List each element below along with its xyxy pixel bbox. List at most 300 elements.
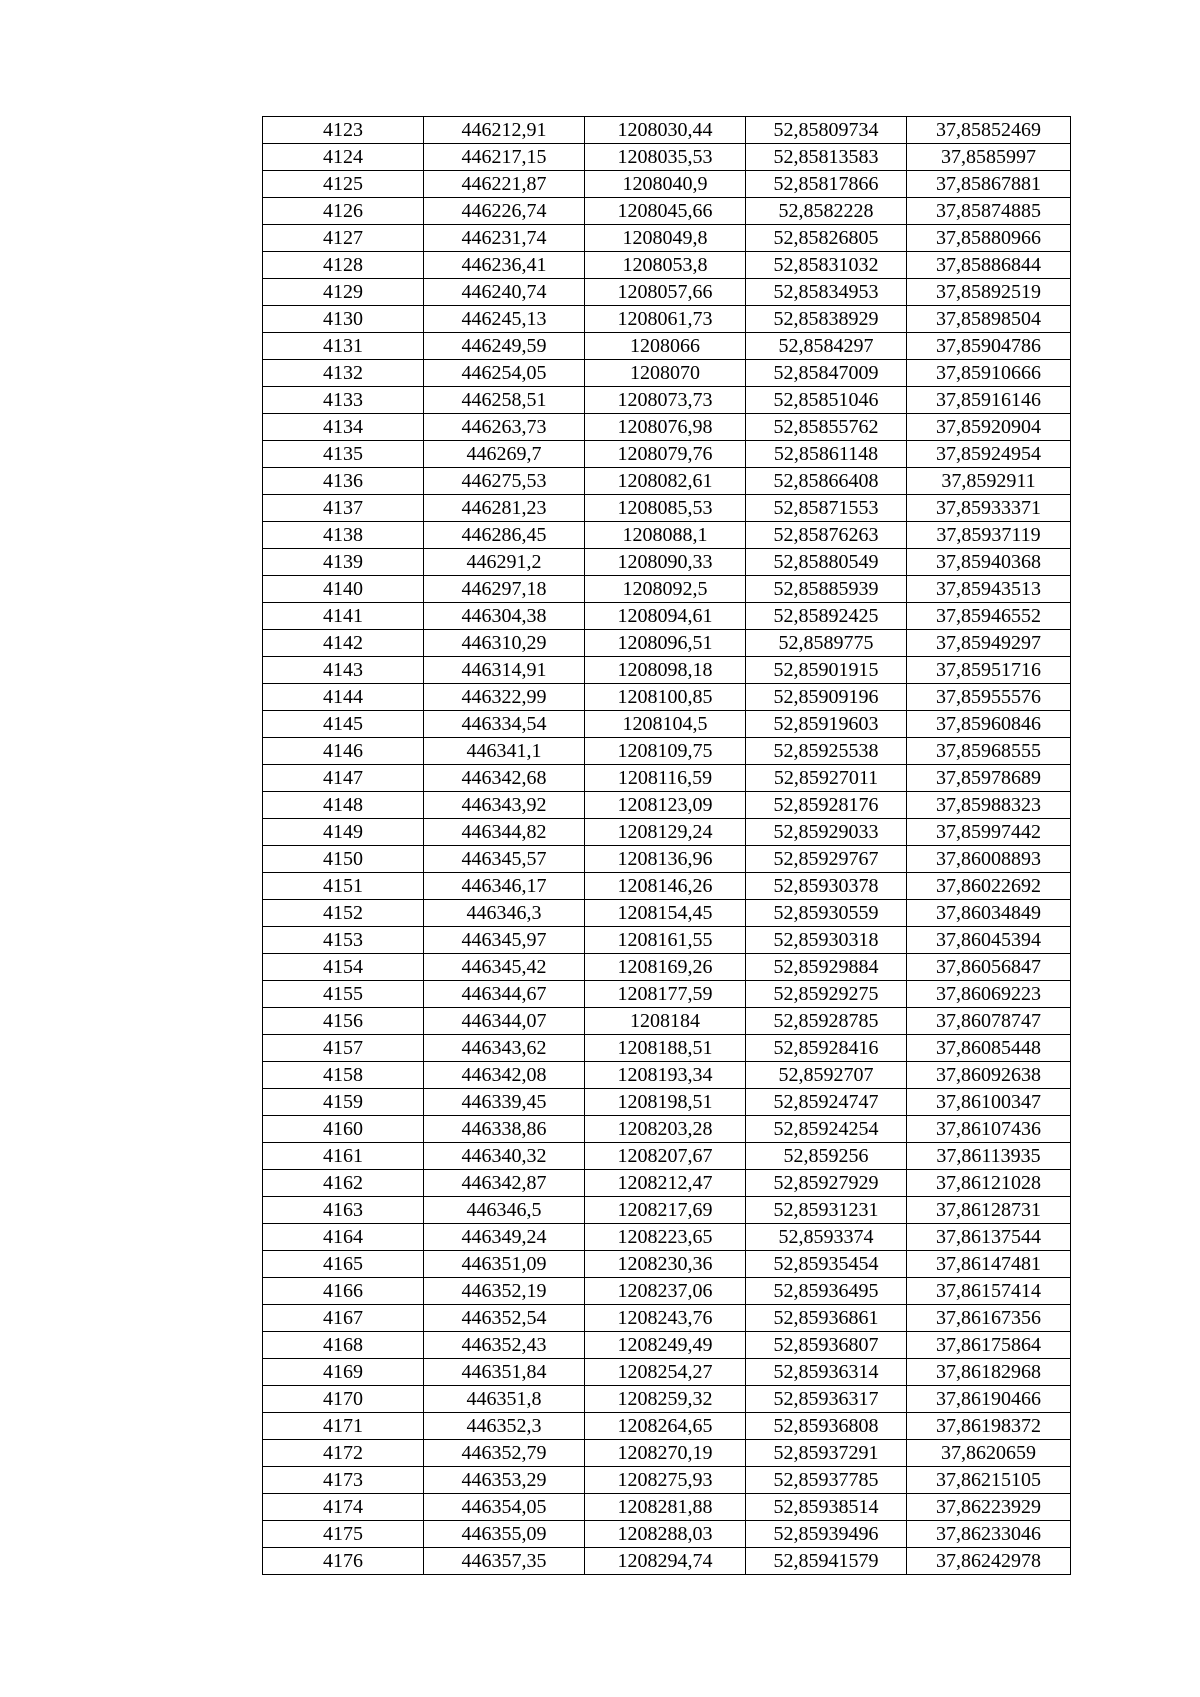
y-coordinate-cell: 1208030,44 xyxy=(585,117,746,144)
latitude-cell: 52,85939496 xyxy=(746,1521,907,1548)
latitude-cell: 52,8592707 xyxy=(746,1062,907,1089)
table-row xyxy=(263,1116,1071,1143)
latitude-cell: 52,85834953 xyxy=(746,279,907,306)
longitude-cell: 37,86100347 xyxy=(907,1089,1071,1116)
table-row xyxy=(263,1089,1071,1116)
point-number-cell: 4161 xyxy=(263,1143,424,1170)
point-number-cell: 4171 xyxy=(263,1413,424,1440)
x-coordinate-cell: 446346,5 xyxy=(424,1197,585,1224)
x-coordinate-cell: 446269,7 xyxy=(424,441,585,468)
latitude-cell: 52,85928416 xyxy=(746,1035,907,1062)
table-row xyxy=(263,819,1071,846)
y-coordinate-cell: 1208136,96 xyxy=(585,846,746,873)
table-row xyxy=(263,900,1071,927)
longitude-cell: 37,85960846 xyxy=(907,711,1071,738)
latitude-cell: 52,85855762 xyxy=(746,414,907,441)
y-coordinate-cell: 1208082,61 xyxy=(585,468,746,495)
x-coordinate-cell: 446339,45 xyxy=(424,1089,585,1116)
longitude-cell: 37,85874885 xyxy=(907,198,1071,225)
table-row xyxy=(263,252,1071,279)
x-coordinate-cell: 446221,87 xyxy=(424,171,585,198)
y-coordinate-cell: 1208085,53 xyxy=(585,495,746,522)
x-coordinate-cell: 446346,17 xyxy=(424,873,585,900)
point-number-cell: 4129 xyxy=(263,279,424,306)
longitude-cell: 37,86056847 xyxy=(907,954,1071,981)
point-number-cell: 4130 xyxy=(263,306,424,333)
y-coordinate-cell: 1208066 xyxy=(585,333,746,360)
longitude-cell: 37,85898504 xyxy=(907,306,1071,333)
table-row xyxy=(263,1413,1071,1440)
longitude-cell: 37,86078747 xyxy=(907,1008,1071,1035)
point-number-cell: 4152 xyxy=(263,900,424,927)
table-row xyxy=(263,387,1071,414)
y-coordinate-cell: 1208217,69 xyxy=(585,1197,746,1224)
longitude-cell: 37,86092638 xyxy=(907,1062,1071,1089)
point-number-cell: 4159 xyxy=(263,1089,424,1116)
longitude-cell: 37,8620659 xyxy=(907,1440,1071,1467)
point-number-cell: 4148 xyxy=(263,792,424,819)
x-coordinate-cell: 446314,91 xyxy=(424,657,585,684)
x-coordinate-cell: 446226,74 xyxy=(424,198,585,225)
x-coordinate-cell: 446240,74 xyxy=(424,279,585,306)
point-number-cell: 4132 xyxy=(263,360,424,387)
longitude-cell: 37,85997442 xyxy=(907,819,1071,846)
y-coordinate-cell: 1208198,51 xyxy=(585,1089,746,1116)
y-coordinate-cell: 1208270,19 xyxy=(585,1440,746,1467)
latitude-cell: 52,85931231 xyxy=(746,1197,907,1224)
latitude-cell: 52,85885939 xyxy=(746,576,907,603)
longitude-cell: 37,85867881 xyxy=(907,171,1071,198)
latitude-cell: 52,85928785 xyxy=(746,1008,907,1035)
y-coordinate-cell: 1208146,26 xyxy=(585,873,746,900)
y-coordinate-cell: 1208129,24 xyxy=(585,819,746,846)
y-coordinate-cell: 1208177,59 xyxy=(585,981,746,1008)
x-coordinate-cell: 446322,99 xyxy=(424,684,585,711)
x-coordinate-cell: 446345,57 xyxy=(424,846,585,873)
y-coordinate-cell: 1208090,33 xyxy=(585,549,746,576)
longitude-cell: 37,85924954 xyxy=(907,441,1071,468)
table-row xyxy=(263,576,1071,603)
latitude-cell: 52,85892425 xyxy=(746,603,907,630)
point-number-cell: 4143 xyxy=(263,657,424,684)
point-number-cell: 4145 xyxy=(263,711,424,738)
longitude-cell: 37,85988323 xyxy=(907,792,1071,819)
table-row xyxy=(263,630,1071,657)
point-number-cell: 4154 xyxy=(263,954,424,981)
latitude-cell: 52,859256 xyxy=(746,1143,907,1170)
longitude-cell: 37,86022692 xyxy=(907,873,1071,900)
latitude-cell: 52,85929275 xyxy=(746,981,907,1008)
table-row xyxy=(263,1332,1071,1359)
x-coordinate-cell: 446352,43 xyxy=(424,1332,585,1359)
latitude-cell: 52,85937291 xyxy=(746,1440,907,1467)
longitude-cell: 37,86121028 xyxy=(907,1170,1071,1197)
x-coordinate-cell: 446345,97 xyxy=(424,927,585,954)
x-coordinate-cell: 446355,09 xyxy=(424,1521,585,1548)
point-number-cell: 4153 xyxy=(263,927,424,954)
table-row xyxy=(263,1062,1071,1089)
point-number-cell: 4126 xyxy=(263,198,424,225)
point-number-cell: 4167 xyxy=(263,1305,424,1332)
table-row xyxy=(263,1197,1071,1224)
y-coordinate-cell: 1208193,34 xyxy=(585,1062,746,1089)
y-coordinate-cell: 1208254,27 xyxy=(585,1359,746,1386)
x-coordinate-cell: 446357,35 xyxy=(424,1548,585,1575)
latitude-cell: 52,85924747 xyxy=(746,1089,907,1116)
y-coordinate-cell: 1208264,65 xyxy=(585,1413,746,1440)
x-coordinate-cell: 446353,29 xyxy=(424,1467,585,1494)
latitude-cell: 52,85838929 xyxy=(746,306,907,333)
point-number-cell: 4172 xyxy=(263,1440,424,1467)
point-number-cell: 4140 xyxy=(263,576,424,603)
table-row xyxy=(263,765,1071,792)
x-coordinate-cell: 446304,38 xyxy=(424,603,585,630)
x-coordinate-cell: 446351,8 xyxy=(424,1386,585,1413)
table-row xyxy=(263,846,1071,873)
longitude-cell: 37,85955576 xyxy=(907,684,1071,711)
longitude-cell: 37,86107436 xyxy=(907,1116,1071,1143)
latitude-cell: 52,85929767 xyxy=(746,846,907,873)
latitude-cell: 52,85937785 xyxy=(746,1467,907,1494)
longitude-cell: 37,86167356 xyxy=(907,1305,1071,1332)
point-number-cell: 4133 xyxy=(263,387,424,414)
x-coordinate-cell: 446275,53 xyxy=(424,468,585,495)
x-coordinate-cell: 446352,79 xyxy=(424,1440,585,1467)
y-coordinate-cell: 1208230,36 xyxy=(585,1251,746,1278)
table-row xyxy=(263,711,1071,738)
x-coordinate-cell: 446340,32 xyxy=(424,1143,585,1170)
x-coordinate-cell: 446341,1 xyxy=(424,738,585,765)
table-row xyxy=(263,603,1071,630)
table-row xyxy=(263,1008,1071,1035)
y-coordinate-cell: 1208092,5 xyxy=(585,576,746,603)
latitude-cell: 52,85851046 xyxy=(746,387,907,414)
y-coordinate-cell: 1208088,1 xyxy=(585,522,746,549)
longitude-cell: 37,85943513 xyxy=(907,576,1071,603)
longitude-cell: 37,86034849 xyxy=(907,900,1071,927)
x-coordinate-cell: 446334,54 xyxy=(424,711,585,738)
x-coordinate-cell: 446281,23 xyxy=(424,495,585,522)
longitude-cell: 37,85904786 xyxy=(907,333,1071,360)
latitude-cell: 52,85930378 xyxy=(746,873,907,900)
x-coordinate-cell: 446344,67 xyxy=(424,981,585,1008)
latitude-cell: 52,85909196 xyxy=(746,684,907,711)
longitude-cell: 37,86215105 xyxy=(907,1467,1071,1494)
point-number-cell: 4166 xyxy=(263,1278,424,1305)
longitude-cell: 37,86182968 xyxy=(907,1359,1071,1386)
point-number-cell: 4160 xyxy=(263,1116,424,1143)
latitude-cell: 52,85831032 xyxy=(746,252,907,279)
table-row xyxy=(263,792,1071,819)
x-coordinate-cell: 446344,07 xyxy=(424,1008,585,1035)
table-row xyxy=(263,522,1071,549)
y-coordinate-cell: 1208188,51 xyxy=(585,1035,746,1062)
y-coordinate-cell: 1208203,28 xyxy=(585,1116,746,1143)
point-number-cell: 4174 xyxy=(263,1494,424,1521)
table-row xyxy=(263,549,1071,576)
y-coordinate-cell: 1208281,88 xyxy=(585,1494,746,1521)
y-coordinate-cell: 1208040,9 xyxy=(585,171,746,198)
x-coordinate-cell: 446338,86 xyxy=(424,1116,585,1143)
x-coordinate-cell: 446352,3 xyxy=(424,1413,585,1440)
longitude-cell: 37,85910666 xyxy=(907,360,1071,387)
point-number-cell: 4125 xyxy=(263,171,424,198)
longitude-cell: 37,8592911 xyxy=(907,468,1071,495)
table-row xyxy=(263,1494,1071,1521)
point-number-cell: 4163 xyxy=(263,1197,424,1224)
table-row xyxy=(263,1224,1071,1251)
latitude-cell: 52,85861148 xyxy=(746,441,907,468)
y-coordinate-cell: 1208123,09 xyxy=(585,792,746,819)
y-coordinate-cell: 1208288,03 xyxy=(585,1521,746,1548)
x-coordinate-cell: 446231,74 xyxy=(424,225,585,252)
point-number-cell: 4123 xyxy=(263,117,424,144)
longitude-cell: 37,85951716 xyxy=(907,657,1071,684)
y-coordinate-cell: 1208053,8 xyxy=(585,252,746,279)
longitude-cell: 37,86147481 xyxy=(907,1251,1071,1278)
latitude-cell: 52,85930318 xyxy=(746,927,907,954)
point-number-cell: 4164 xyxy=(263,1224,424,1251)
table-row xyxy=(263,1251,1071,1278)
y-coordinate-cell: 1208249,49 xyxy=(585,1332,746,1359)
latitude-cell: 52,85929033 xyxy=(746,819,907,846)
y-coordinate-cell: 1208161,55 xyxy=(585,927,746,954)
latitude-cell: 52,85924254 xyxy=(746,1116,907,1143)
y-coordinate-cell: 1208079,76 xyxy=(585,441,746,468)
point-number-cell: 4158 xyxy=(263,1062,424,1089)
longitude-cell: 37,85892519 xyxy=(907,279,1071,306)
point-number-cell: 4170 xyxy=(263,1386,424,1413)
latitude-cell: 52,85941579 xyxy=(746,1548,907,1575)
table-row xyxy=(263,333,1071,360)
coordinates-table xyxy=(262,116,1071,1575)
y-coordinate-cell: 1208237,06 xyxy=(585,1278,746,1305)
point-number-cell: 4150 xyxy=(263,846,424,873)
point-number-cell: 4155 xyxy=(263,981,424,1008)
x-coordinate-cell: 446343,92 xyxy=(424,792,585,819)
point-number-cell: 4169 xyxy=(263,1359,424,1386)
latitude-cell: 52,85901915 xyxy=(746,657,907,684)
table-row xyxy=(263,306,1071,333)
x-coordinate-cell: 446297,18 xyxy=(424,576,585,603)
longitude-cell: 37,85946552 xyxy=(907,603,1071,630)
y-coordinate-cell: 1208116,59 xyxy=(585,765,746,792)
latitude-cell: 52,85880549 xyxy=(746,549,907,576)
x-coordinate-cell: 446342,68 xyxy=(424,765,585,792)
longitude-cell: 37,86085448 xyxy=(907,1035,1071,1062)
x-coordinate-cell: 446286,45 xyxy=(424,522,585,549)
y-coordinate-cell: 1208035,53 xyxy=(585,144,746,171)
latitude-cell: 52,85813583 xyxy=(746,144,907,171)
latitude-cell: 52,85876263 xyxy=(746,522,907,549)
point-number-cell: 4137 xyxy=(263,495,424,522)
longitude-cell: 37,86113935 xyxy=(907,1143,1071,1170)
x-coordinate-cell: 446351,84 xyxy=(424,1359,585,1386)
latitude-cell: 52,85936808 xyxy=(746,1413,907,1440)
x-coordinate-cell: 446245,13 xyxy=(424,306,585,333)
latitude-cell: 52,85927011 xyxy=(746,765,907,792)
latitude-cell: 52,85847009 xyxy=(746,360,907,387)
longitude-cell: 37,8585997 xyxy=(907,144,1071,171)
latitude-cell: 52,85936807 xyxy=(746,1332,907,1359)
longitude-cell: 37,85940368 xyxy=(907,549,1071,576)
coordinates-table-body xyxy=(263,117,1071,1575)
point-number-cell: 4142 xyxy=(263,630,424,657)
point-number-cell: 4162 xyxy=(263,1170,424,1197)
longitude-cell: 37,85933371 xyxy=(907,495,1071,522)
point-number-cell: 4139 xyxy=(263,549,424,576)
longitude-cell: 37,86175864 xyxy=(907,1332,1071,1359)
y-coordinate-cell: 1208109,75 xyxy=(585,738,746,765)
y-coordinate-cell: 1208094,61 xyxy=(585,603,746,630)
table-row xyxy=(263,1467,1071,1494)
longitude-cell: 37,85852469 xyxy=(907,117,1071,144)
latitude-cell: 52,85935454 xyxy=(746,1251,907,1278)
y-coordinate-cell: 1208154,45 xyxy=(585,900,746,927)
x-coordinate-cell: 446342,87 xyxy=(424,1170,585,1197)
point-number-cell: 4176 xyxy=(263,1548,424,1575)
x-coordinate-cell: 446212,91 xyxy=(424,117,585,144)
table-row xyxy=(263,738,1071,765)
longitude-cell: 37,85937119 xyxy=(907,522,1071,549)
x-coordinate-cell: 446310,29 xyxy=(424,630,585,657)
x-coordinate-cell: 446343,62 xyxy=(424,1035,585,1062)
latitude-cell: 52,8582228 xyxy=(746,198,907,225)
latitude-cell: 52,85929884 xyxy=(746,954,907,981)
point-number-cell: 4141 xyxy=(263,603,424,630)
y-coordinate-cell: 1208259,32 xyxy=(585,1386,746,1413)
point-number-cell: 4134 xyxy=(263,414,424,441)
table-row xyxy=(263,1548,1071,1575)
table-row xyxy=(263,414,1071,441)
x-coordinate-cell: 446354,05 xyxy=(424,1494,585,1521)
latitude-cell: 52,85936495 xyxy=(746,1278,907,1305)
point-number-cell: 4144 xyxy=(263,684,424,711)
latitude-cell: 52,8589775 xyxy=(746,630,907,657)
x-coordinate-cell: 446342,08 xyxy=(424,1062,585,1089)
longitude-cell: 37,85920904 xyxy=(907,414,1071,441)
latitude-cell: 52,85871553 xyxy=(746,495,907,522)
longitude-cell: 37,86233046 xyxy=(907,1521,1071,1548)
table-row xyxy=(263,495,1071,522)
table-row xyxy=(263,1386,1071,1413)
point-number-cell: 4138 xyxy=(263,522,424,549)
table-row xyxy=(263,1305,1071,1332)
table-row xyxy=(263,1359,1071,1386)
x-coordinate-cell: 446344,82 xyxy=(424,819,585,846)
y-coordinate-cell: 1208100,85 xyxy=(585,684,746,711)
x-coordinate-cell: 446254,05 xyxy=(424,360,585,387)
table-row xyxy=(263,117,1071,144)
point-number-cell: 4149 xyxy=(263,819,424,846)
table-row xyxy=(263,1521,1071,1548)
longitude-cell: 37,85978689 xyxy=(907,765,1071,792)
x-coordinate-cell: 446345,42 xyxy=(424,954,585,981)
latitude-cell: 52,8593374 xyxy=(746,1224,907,1251)
x-coordinate-cell: 446352,19 xyxy=(424,1278,585,1305)
point-number-cell: 4128 xyxy=(263,252,424,279)
latitude-cell: 52,85930559 xyxy=(746,900,907,927)
table-row xyxy=(263,171,1071,198)
latitude-cell: 52,85919603 xyxy=(746,711,907,738)
latitude-cell: 52,85826805 xyxy=(746,225,907,252)
point-number-cell: 4168 xyxy=(263,1332,424,1359)
longitude-cell: 37,86190466 xyxy=(907,1386,1071,1413)
x-coordinate-cell: 446349,24 xyxy=(424,1224,585,1251)
table-row xyxy=(263,927,1071,954)
point-number-cell: 4147 xyxy=(263,765,424,792)
table-row xyxy=(263,954,1071,981)
table-row xyxy=(263,144,1071,171)
longitude-cell: 37,86008893 xyxy=(907,846,1071,873)
table-row xyxy=(263,657,1071,684)
table-row xyxy=(263,1170,1071,1197)
table-row xyxy=(263,279,1071,306)
x-coordinate-cell: 446291,2 xyxy=(424,549,585,576)
longitude-cell: 37,85968555 xyxy=(907,738,1071,765)
y-coordinate-cell: 1208076,98 xyxy=(585,414,746,441)
y-coordinate-cell: 1208104,5 xyxy=(585,711,746,738)
point-number-cell: 4175 xyxy=(263,1521,424,1548)
table-row xyxy=(263,198,1071,225)
table-row xyxy=(263,873,1071,900)
x-coordinate-cell: 446346,3 xyxy=(424,900,585,927)
latitude-cell: 52,85936317 xyxy=(746,1386,907,1413)
point-number-cell: 4135 xyxy=(263,441,424,468)
y-coordinate-cell: 1208275,93 xyxy=(585,1467,746,1494)
y-coordinate-cell: 1208061,73 xyxy=(585,306,746,333)
latitude-cell: 52,8584297 xyxy=(746,333,907,360)
y-coordinate-cell: 1208243,76 xyxy=(585,1305,746,1332)
table-row xyxy=(263,1143,1071,1170)
longitude-cell: 37,86223929 xyxy=(907,1494,1071,1521)
y-coordinate-cell: 1208057,66 xyxy=(585,279,746,306)
latitude-cell: 52,85928176 xyxy=(746,792,907,819)
longitude-cell: 37,86045394 xyxy=(907,927,1071,954)
longitude-cell: 37,86242978 xyxy=(907,1548,1071,1575)
y-coordinate-cell: 1208045,66 xyxy=(585,198,746,225)
longitude-cell: 37,86137544 xyxy=(907,1224,1071,1251)
point-number-cell: 4124 xyxy=(263,144,424,171)
y-coordinate-cell: 1208184 xyxy=(585,1008,746,1035)
latitude-cell: 52,85925538 xyxy=(746,738,907,765)
x-coordinate-cell: 446351,09 xyxy=(424,1251,585,1278)
latitude-cell: 52,85936861 xyxy=(746,1305,907,1332)
point-number-cell: 4136 xyxy=(263,468,424,495)
x-coordinate-cell: 446217,15 xyxy=(424,144,585,171)
x-coordinate-cell: 446236,41 xyxy=(424,252,585,279)
y-coordinate-cell: 1208169,26 xyxy=(585,954,746,981)
longitude-cell: 37,86069223 xyxy=(907,981,1071,1008)
latitude-cell: 52,85938514 xyxy=(746,1494,907,1521)
table-row xyxy=(263,1035,1071,1062)
y-coordinate-cell: 1208070 xyxy=(585,360,746,387)
point-number-cell: 4157 xyxy=(263,1035,424,1062)
x-coordinate-cell: 446249,59 xyxy=(424,333,585,360)
table-row xyxy=(263,468,1071,495)
y-coordinate-cell: 1208049,8 xyxy=(585,225,746,252)
x-coordinate-cell: 446352,54 xyxy=(424,1305,585,1332)
latitude-cell: 52,85809734 xyxy=(746,117,907,144)
point-number-cell: 4173 xyxy=(263,1467,424,1494)
point-number-cell: 4165 xyxy=(263,1251,424,1278)
table-row xyxy=(263,360,1071,387)
longitude-cell: 37,85880966 xyxy=(907,225,1071,252)
latitude-cell: 52,85936314 xyxy=(746,1359,907,1386)
longitude-cell: 37,86157414 xyxy=(907,1278,1071,1305)
longitude-cell: 37,85916146 xyxy=(907,387,1071,414)
latitude-cell: 52,85866408 xyxy=(746,468,907,495)
